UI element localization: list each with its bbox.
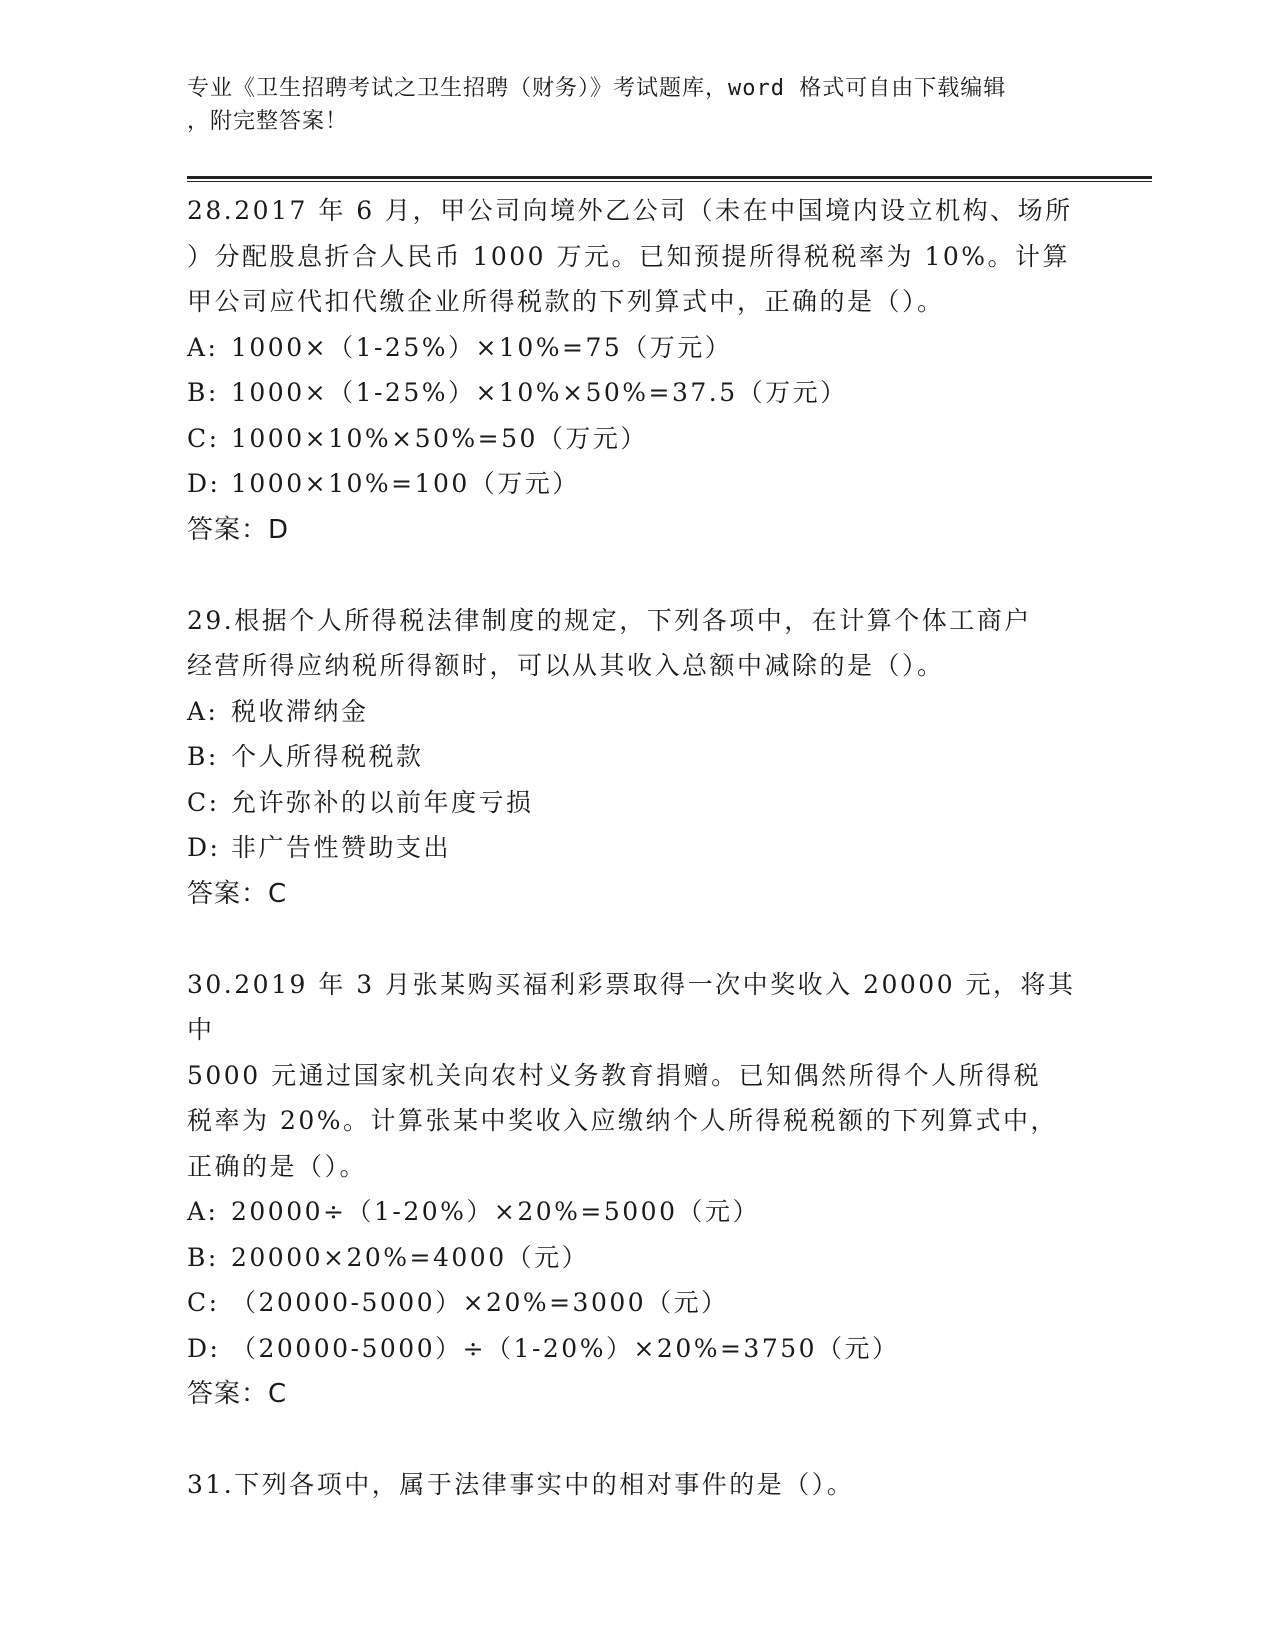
answer-line: 答案：C <box>187 1379 288 1409</box>
option-text: 1000×10%=100（万元） <box>231 469 580 498</box>
answer-option <box>187 1235 1087 1281</box>
option-text: 1000×（1-25%）×10%=75（万元） <box>231 332 733 362</box>
question-stem-line: 正确的是（）。 <box>187 1151 368 1181</box>
option-text: 1000×（1-25%）×10%×50%=37.5（万元） <box>231 378 848 407</box>
question-block <box>187 598 1087 917</box>
option-key: D: <box>187 1333 221 1363</box>
header-divider-thin <box>187 181 1152 182</box>
option-key: B: <box>187 378 219 407</box>
option-key: B: <box>187 742 219 771</box>
document-header <box>187 72 1087 138</box>
answer-option <box>187 325 1087 371</box>
header-divider-thick <box>187 176 1152 179</box>
question-stem-line: 经营所得应纳税所得额时，可以从其收入总额中减除的是（）。 <box>187 651 945 680</box>
question-stem-line: 甲公司应代扣代缴企业所得税款的下列算式中，正确的是（）。 <box>187 287 945 316</box>
answer-option <box>187 1280 1087 1326</box>
question-stem-line: 29.根据个人所得税法律制度的规定，下列各项中，在计算个体工商户 <box>187 605 1032 635</box>
option-text: 1000×10%×50%=50（万元） <box>231 423 648 453</box>
option-key: C: <box>187 787 220 817</box>
answer-option <box>187 1189 1087 1235</box>
option-key: C: <box>187 1288 220 1317</box>
option-text: （20000-5000）÷（1-20%）×20%=3750（元） <box>231 1333 900 1363</box>
answer-option <box>187 416 1087 462</box>
answer-option <box>187 1326 1087 1372</box>
answer-option <box>187 825 1087 871</box>
header-line-2: ，附完整答案！ <box>187 109 349 134</box>
option-key: D: <box>187 469 221 498</box>
question-block <box>187 188 1087 553</box>
option-key: B: <box>187 1242 219 1272</box>
question-block <box>187 962 1087 1418</box>
question-stem-line: 30.2019 年 3 月张某购买福利彩票取得一次中奖收入 20000 元，将其中 <box>187 969 1076 1044</box>
question-stem-line: 31.下列各项中，属于法律事实中的相对事件的是（）。 <box>187 1470 855 1499</box>
option-text: （20000-5000）×20%=3000（元） <box>231 1288 729 1317</box>
answer-option <box>187 689 1087 735</box>
answer-option <box>187 370 1087 416</box>
option-text: 税收滞纳金 <box>231 696 369 726</box>
question-stem-line: ）分配股息折合人民币 1000 万元。已知预提所得税税率为 10%。计算 <box>187 241 1071 271</box>
answer-option <box>187 734 1087 780</box>
answer-option <box>187 780 1087 826</box>
question-list <box>187 188 1087 1553</box>
option-text: 20000÷（1-20%）×20%=5000（元） <box>231 1197 760 1226</box>
option-key: A: <box>187 1197 219 1226</box>
option-text: 非广告性赞助支出 <box>231 833 452 862</box>
option-key: C: <box>187 423 220 453</box>
option-text: 20000×20%=4000（元） <box>231 1242 590 1272</box>
question-stem-line: 28.2017 年 6 月，甲公司向境外乙公司（未在中国境内设立机构、场所 <box>187 196 1073 225</box>
option-key: D: <box>187 833 221 862</box>
option-text: 个人所得税税款 <box>231 742 424 771</box>
answer-line: 答案：C <box>187 878 288 909</box>
question-block <box>187 1462 1087 1508</box>
option-key: A: <box>187 696 219 726</box>
question-stem-line: 5000 元通过国家机关向农村义务教育捐赠。已知偶然所得个人所得税 <box>187 1060 1042 1090</box>
answer-option <box>187 461 1087 507</box>
option-text: 允许弥补的以前年度亏损 <box>231 787 534 817</box>
option-key: A: <box>187 332 219 362</box>
question-stem-line: 税率为 20%。计算张某中奖收入应缴纳个人所得税税额的下列算式中， <box>187 1106 1059 1135</box>
answer-line: 答案：D <box>187 514 290 545</box>
header-line-1: 专业《卫生招聘考试之卫生招聘（财务）》考试题库，word 格式可自由下载编辑 <box>187 76 1007 101</box>
